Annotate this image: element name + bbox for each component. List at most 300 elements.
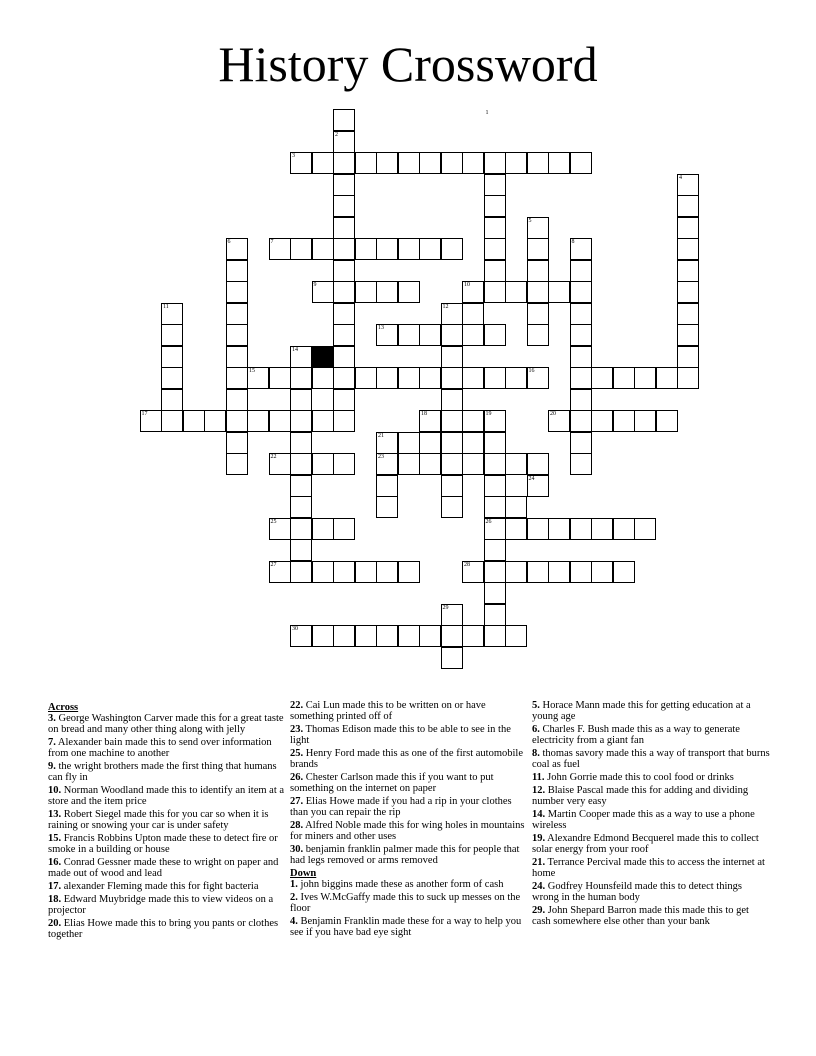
grid-cell[interactable]	[269, 238, 291, 260]
grid-cell[interactable]	[462, 453, 484, 475]
grid-cell[interactable]	[677, 217, 699, 239]
grid-cell[interactable]	[505, 561, 527, 583]
clue-number-label: 16.	[48, 857, 62, 868]
clue-number: 7	[270, 239, 274, 245]
down-clue	[290, 916, 528, 938]
clue-number: 19	[485, 411, 492, 417]
grid-cell[interactable]	[376, 475, 398, 497]
clue-text: Godfrey Hounsfeild made this to detect things wrong in the human body	[532, 881, 742, 903]
clue-number: 18	[421, 411, 427, 417]
across-clue	[48, 713, 286, 735]
grid-cell[interactable]	[634, 410, 656, 432]
grid-cell[interactable]	[247, 410, 269, 432]
grid-cell[interactable]	[376, 561, 398, 583]
grid-cell[interactable]	[312, 238, 334, 260]
grid-cell[interactable]	[312, 152, 334, 174]
grid-cell[interactable]	[441, 346, 463, 368]
across-clue	[48, 833, 286, 855]
grid-cell[interactable]	[290, 561, 312, 583]
grid-cell[interactable]	[527, 152, 549, 174]
grid-cell[interactable]	[441, 238, 463, 260]
grid-cell[interactable]	[677, 260, 699, 282]
grid-cell[interactable]	[419, 625, 441, 647]
grid-cell[interactable]	[419, 432, 441, 454]
grid-cell[interactable]	[226, 346, 248, 368]
clue-number: 21	[378, 432, 384, 439]
grid-cell[interactable]	[527, 367, 549, 389]
grid-cell[interactable]	[613, 367, 635, 389]
down-clue	[532, 748, 770, 770]
grid-cell[interactable]	[355, 281, 377, 303]
grid-cell[interactable]	[484, 367, 506, 389]
clue-number-label: 6.	[532, 724, 540, 735]
clue-number-label: 1.	[290, 879, 298, 890]
grid-cell[interactable]	[333, 324, 355, 346]
grid-cell[interactable]	[161, 410, 183, 432]
grid-cell[interactable]	[484, 582, 506, 604]
grid-cell[interactable]	[484, 410, 506, 432]
grid-cell[interactable]	[570, 518, 592, 540]
grid-cell[interactable]	[505, 625, 527, 647]
grid-cell[interactable]	[570, 561, 592, 583]
grid-cell[interactable]	[333, 131, 355, 153]
grid-cell[interactable]	[312, 518, 334, 540]
clue-number: 23	[378, 454, 384, 460]
clue-number-label: 19.	[532, 833, 546, 844]
clue-number: 13	[378, 325, 384, 331]
clue-text: Robert Siegel made this for you car so when it is raining or snowing your car is under safety	[48, 809, 269, 831]
across-clue	[290, 748, 528, 770]
grid-cell[interactable]	[484, 217, 506, 239]
grid-cell[interactable]	[226, 303, 248, 325]
grid-cell[interactable]	[140, 410, 162, 432]
grid-cell[interactable]	[570, 281, 592, 303]
clue-number-label: 23.	[290, 724, 304, 735]
grid-cell[interactable]	[290, 346, 312, 368]
grid-cell[interactable]	[398, 152, 420, 174]
grid-cell[interactable]	[570, 410, 592, 432]
clue-number-label: 11.	[532, 772, 545, 783]
grid-cell[interactable]	[570, 367, 592, 389]
grid-cell[interactable]	[462, 281, 484, 303]
grid-cell[interactable]	[548, 561, 570, 583]
grid-cell[interactable]	[677, 281, 699, 303]
grid-cell[interactable]	[333, 625, 355, 647]
grid-cell[interactable]	[505, 152, 527, 174]
clue-number: 14	[292, 346, 298, 353]
grid-cell[interactable]	[333, 389, 355, 411]
clue-text: Cai Lun made this to be written on or have something printed off of	[290, 700, 486, 722]
down-clue	[532, 881, 770, 903]
grid-cell[interactable]	[570, 432, 592, 454]
clue-number: 17	[141, 411, 148, 417]
down-clue	[290, 892, 528, 914]
down-clue	[532, 724, 770, 746]
grid-cell[interactable]	[398, 367, 420, 389]
grid-cell[interactable]	[570, 324, 592, 346]
grid-cell[interactable]	[484, 561, 506, 583]
clue-text: Norman Woodland made this to identify an item at a store and the item price	[48, 785, 285, 807]
across-clue	[48, 737, 286, 759]
grid-cell[interactable]	[419, 238, 441, 260]
grid-cell[interactable]	[527, 453, 549, 475]
grid-cell[interactable]	[204, 410, 226, 432]
grid-cell[interactable]	[484, 496, 506, 518]
clue-number-label: 7.	[48, 737, 56, 748]
grid-cell[interactable]	[269, 367, 291, 389]
clue-number: 22	[270, 454, 277, 460]
grid-cell[interactable]	[226, 389, 248, 411]
grid-cell[interactable]	[376, 496, 398, 518]
grid-cell[interactable]	[484, 475, 506, 497]
grid-cell[interactable]	[527, 475, 549, 497]
grid-cell[interactable]	[312, 367, 334, 389]
grid-cell[interactable]	[462, 410, 484, 432]
grid-cell[interactable]	[290, 432, 312, 454]
grid-cell[interactable]	[398, 625, 420, 647]
grid-cell[interactable]	[161, 367, 183, 389]
grid-cell[interactable]	[527, 260, 549, 282]
down-clue	[532, 833, 770, 855]
down-clue	[532, 772, 770, 783]
grid-cell[interactable]	[333, 152, 355, 174]
grid-cell[interactable]	[462, 432, 484, 454]
clue-text: Martin Cooper made this as a way to use a phone wireless	[532, 809, 755, 831]
grid-cell[interactable]	[333, 367, 355, 389]
grid-cell[interactable]	[226, 432, 248, 454]
grid-cell[interactable]	[527, 281, 549, 303]
grid-cell[interactable]	[290, 539, 312, 561]
clue-number: 30	[292, 626, 298, 632]
grid-cell[interactable]	[441, 432, 463, 454]
across-clue	[48, 761, 286, 783]
grid-cell[interactable]	[462, 625, 484, 647]
grid-cell[interactable]	[484, 539, 506, 561]
grid-cell[interactable]	[398, 324, 420, 346]
clue-text: Alexander bain made this to send over information from one machine to another	[48, 737, 272, 759]
grid-cell[interactable]	[269, 453, 291, 475]
grid-cell[interactable]	[677, 174, 699, 196]
clue-number: 16	[528, 368, 535, 374]
clue-number-label: 24.	[532, 881, 546, 892]
clue-number-label: 21.	[532, 857, 546, 868]
grid-cell[interactable]	[441, 389, 463, 411]
grid-cell[interactable]	[613, 518, 635, 540]
grid-cell[interactable]	[355, 561, 377, 583]
grid-cell[interactable]	[527, 518, 549, 540]
clue-text: Blaise Pascal made this for adding and dividing number very easy	[532, 785, 749, 807]
clue-number-label: 3.	[48, 713, 56, 724]
grid-cell[interactable]	[419, 324, 441, 346]
grid-cell[interactable]	[548, 152, 570, 174]
grid-cell[interactable]	[333, 518, 355, 540]
clue-number: 26	[485, 518, 492, 525]
grid-cell[interactable]	[226, 367, 248, 389]
clue-text: benjamin franklin palmer made this for people that had legs removed or arms removed	[290, 844, 520, 866]
grid-cell[interactable]	[333, 453, 355, 475]
clue-text: John Shepard Barron made this made this to get cash somewhere else other than your bank	[532, 905, 749, 927]
clue-text: Thomas Edison made this to be able to see in the light	[290, 724, 511, 746]
grid-cell[interactable]	[527, 324, 549, 346]
across-heading: Across	[48, 702, 79, 713]
grid-cell[interactable]	[312, 453, 334, 475]
across-clue	[48, 809, 286, 831]
grid-cell[interactable]	[333, 195, 355, 217]
grid-cell[interactable]	[398, 238, 420, 260]
grid-cell[interactable]	[441, 475, 463, 497]
down-heading: Down	[290, 868, 317, 879]
grid-cell[interactable]	[269, 561, 291, 583]
grid-cell[interactable]	[290, 410, 312, 432]
clue-number: 11	[163, 303, 169, 310]
grid-cell[interactable]	[376, 453, 398, 475]
grid-cell[interactable]	[376, 152, 398, 174]
grid-cell[interactable]	[484, 432, 506, 454]
grid-cell[interactable]	[527, 561, 549, 583]
grid-cell[interactable]	[548, 410, 570, 432]
grid-cell[interactable]	[505, 453, 527, 475]
grid-cell[interactable]	[613, 410, 635, 432]
grid-cell[interactable]	[441, 303, 463, 325]
grid-cell[interactable]	[484, 625, 506, 647]
grid-cell[interactable]	[290, 453, 312, 475]
grid-cell[interactable]	[441, 152, 463, 174]
grid-cell[interactable]	[570, 238, 592, 260]
grid-cell[interactable]	[333, 561, 355, 583]
grid-cell[interactable]	[634, 518, 656, 540]
grid-cell[interactable]	[677, 303, 699, 325]
grid-cell[interactable]	[570, 389, 592, 411]
grid-cell[interactable]	[441, 496, 463, 518]
grid-cell[interactable]	[656, 367, 678, 389]
grid-cell[interactable]	[570, 453, 592, 475]
clue-number-label: 25.	[290, 748, 304, 759]
grid-cell[interactable]	[591, 518, 613, 540]
clue-number-label: 4.	[290, 916, 298, 927]
grid-cell[interactable]	[333, 217, 355, 239]
down-clue	[532, 809, 770, 831]
grid-cell[interactable]	[226, 281, 248, 303]
across-clue	[290, 820, 528, 842]
grid-cell[interactable]	[484, 453, 506, 475]
clue-text: the wright brothers made the first thing that humans can fly in	[48, 761, 277, 783]
clue-number: 20	[550, 411, 556, 417]
grid-cell[interactable]	[398, 453, 420, 475]
grid-cell[interactable]	[161, 303, 183, 325]
grid-cell[interactable]	[484, 604, 506, 626]
clue-number-label: 29.	[532, 905, 546, 916]
grid-cell[interactable]	[591, 410, 613, 432]
black-cell	[312, 346, 334, 368]
clue-number-label: 27.	[290, 796, 304, 807]
grid-cell[interactable]	[419, 453, 441, 475]
grid-cell[interactable]	[312, 561, 334, 583]
grid-cell[interactable]	[376, 367, 398, 389]
grid-cell[interactable]	[548, 281, 570, 303]
clue-text: Elias Howe made if you had a rip in your clothes than you can repair the rip	[290, 796, 512, 818]
grid-cell[interactable]	[226, 260, 248, 282]
grid-cell[interactable]	[290, 367, 312, 389]
grid-cell[interactable]	[161, 346, 183, 368]
clue-number-label: 14.	[532, 809, 546, 820]
grid-cell[interactable]	[183, 410, 205, 432]
grid-cell[interactable]	[484, 260, 506, 282]
clue-number-label: 26.	[290, 772, 304, 783]
grid-cell[interactable]	[333, 303, 355, 325]
grid-cell[interactable]	[398, 432, 420, 454]
grid-cell[interactable]	[677, 367, 699, 389]
grid-cell[interactable]	[333, 410, 355, 432]
grid-cell[interactable]	[505, 281, 527, 303]
clue-text: Ives W.McGaffy made this to suck up messes on the floor	[290, 892, 521, 914]
grid-cell[interactable]	[290, 625, 312, 647]
grid-cell[interactable]	[441, 367, 463, 389]
grid-cell[interactable]	[527, 303, 549, 325]
clue-text: thomas savory made this a way of transport that burns coal as fuel	[532, 748, 770, 770]
grid-cell[interactable]	[677, 324, 699, 346]
grid-cell[interactable]	[527, 238, 549, 260]
grid-cell[interactable]	[548, 518, 570, 540]
grid-cell[interactable]	[570, 152, 592, 174]
grid-cell[interactable]	[441, 324, 463, 346]
grid-cell[interactable]	[462, 303, 484, 325]
grid-cell[interactable]	[355, 367, 377, 389]
grid-cell[interactable]	[226, 453, 248, 475]
grid-cell[interactable]	[484, 152, 506, 174]
clue-text: Edward Muybridge made this to view videos on a projector	[48, 894, 274, 916]
grid-cell[interactable]	[161, 389, 183, 411]
clues-column-3	[532, 700, 770, 929]
grid-cell[interactable]	[441, 647, 463, 669]
grid-cell[interactable]	[484, 518, 506, 540]
clue-text: Chester Carlson made this if you want to put something on the internet on paper	[290, 772, 494, 794]
grid-cell[interactable]	[226, 324, 248, 346]
grid-cell[interactable]	[613, 561, 635, 583]
clue-text: John Gorrie made this to cool food or drinks	[544, 772, 734, 783]
grid-cell[interactable]	[269, 410, 291, 432]
grid-cell[interactable]	[398, 561, 420, 583]
grid-cell[interactable]	[677, 346, 699, 368]
clue-text: Elias Howe made this to bring you pants or clothes together	[48, 918, 279, 940]
grid-cell[interactable]	[226, 238, 248, 260]
grid-cell[interactable]	[634, 367, 656, 389]
grid-cell[interactable]	[419, 152, 441, 174]
grid-cell[interactable]	[247, 367, 269, 389]
clue-number-label: 22.	[290, 700, 304, 711]
clue-number-label: 30.	[290, 844, 304, 855]
grid-cell[interactable]	[312, 281, 334, 303]
across-clue	[48, 894, 286, 916]
grid-cell[interactable]	[570, 260, 592, 282]
grid-cell[interactable]	[462, 152, 484, 174]
grid-cell[interactable]	[312, 625, 334, 647]
grid-cell[interactable]	[441, 604, 463, 626]
grid-cell[interactable]	[376, 238, 398, 260]
across-clue	[48, 881, 286, 892]
grid-cell[interactable]	[290, 238, 312, 260]
grid-cell[interactable]	[484, 281, 506, 303]
grid-cell[interactable]	[376, 625, 398, 647]
clue-text: Francis Robbins Upton made these to detect fire or smoke in a building or house	[48, 833, 278, 855]
clue-number: 9	[313, 282, 317, 288]
grid-cell[interactable]	[398, 281, 420, 303]
grid-cell[interactable]	[484, 324, 506, 346]
down-clue	[532, 700, 770, 722]
across-clue	[290, 844, 528, 866]
grid-cell[interactable]	[462, 367, 484, 389]
grid-cell[interactable]	[591, 561, 613, 583]
clue-text: alexander Fleming made this for fight bacteria	[61, 881, 259, 892]
grid-cell[interactable]	[570, 346, 592, 368]
clue-number: 4	[679, 174, 682, 181]
grid-cell[interactable]	[484, 174, 506, 196]
down-clue	[532, 857, 770, 879]
grid-cell[interactable]	[333, 238, 355, 260]
across-clue	[290, 700, 528, 722]
grid-cell[interactable]	[269, 518, 291, 540]
grid-cell[interactable]	[333, 109, 355, 131]
grid-cell[interactable]	[333, 281, 355, 303]
clue-number-label: 2.	[290, 892, 298, 903]
grid-cell[interactable]	[376, 281, 398, 303]
grid-cell[interactable]	[419, 367, 441, 389]
grid-cell[interactable]	[484, 195, 506, 217]
grid-cell[interactable]	[419, 410, 441, 432]
grid-cell[interactable]	[161, 324, 183, 346]
grid-cell[interactable]	[355, 625, 377, 647]
grid-cell[interactable]	[226, 410, 248, 432]
grid-cell[interactable]	[376, 432, 398, 454]
grid-cell[interactable]	[591, 367, 613, 389]
clue-number-label: 13.	[48, 809, 62, 820]
grid-cell[interactable]	[333, 174, 355, 196]
grid-cell[interactable]	[290, 496, 312, 518]
grid-cell[interactable]	[441, 453, 463, 475]
grid-cell[interactable]	[677, 238, 699, 260]
grid-cell[interactable]	[355, 238, 377, 260]
grid-cell[interactable]	[505, 367, 527, 389]
grid-cell[interactable]	[677, 195, 699, 217]
clue-number-label: 15.	[48, 833, 62, 844]
grid-cell[interactable]	[462, 324, 484, 346]
clue-number: 24	[528, 475, 535, 482]
grid-cell[interactable]	[505, 518, 527, 540]
grid-cell[interactable]	[527, 217, 549, 239]
clue-number: 28	[464, 561, 470, 568]
clue-number: 12	[442, 303, 449, 310]
grid-cell[interactable]	[355, 152, 377, 174]
grid-cell[interactable]	[290, 152, 312, 174]
grid-cell[interactable]	[290, 475, 312, 497]
grid-cell[interactable]	[656, 410, 678, 432]
grid-cell[interactable]	[505, 496, 527, 518]
grid-cell[interactable]	[441, 625, 463, 647]
clue-number: 15	[249, 368, 255, 374]
clue-number-label: 8.	[532, 748, 540, 759]
grid-cell[interactable]	[441, 410, 463, 432]
grid-cell[interactable]	[333, 346, 355, 368]
grid-cell[interactable]	[570, 303, 592, 325]
grid-cell[interactable]	[484, 238, 506, 260]
grid-cell[interactable]	[312, 410, 334, 432]
grid-cell[interactable]	[290, 518, 312, 540]
grid-cell[interactable]	[333, 260, 355, 282]
grid-cell[interactable]	[290, 389, 312, 411]
clue-text: Henry Ford made this as one of the first automobile brands	[290, 748, 523, 770]
grid-cell[interactable]	[462, 561, 484, 583]
down-clue	[532, 785, 770, 807]
grid-cell[interactable]	[376, 324, 398, 346]
